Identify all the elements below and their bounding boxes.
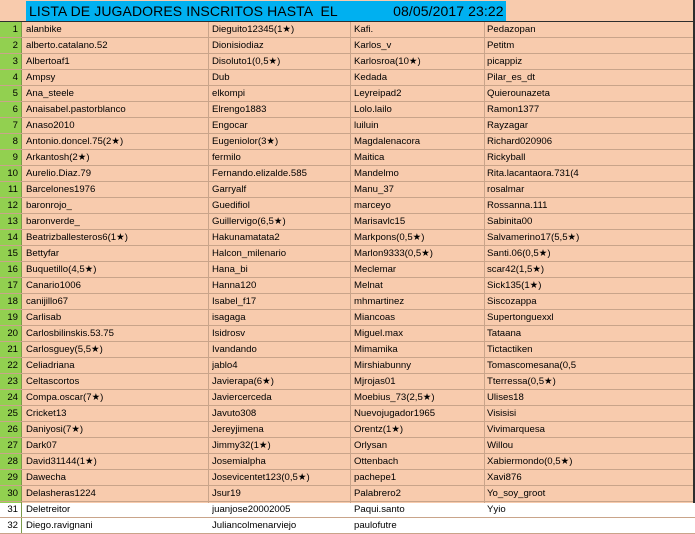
player-cell[interactable]: Karlosroa(10★) [354,56,421,67]
table-row [0,422,695,438]
player-cell[interactable]: Disoluto1(0,5★) [212,56,281,67]
player-cell[interactable]: Guillervigo(6,5★) [212,216,286,227]
row-number: 19 [0,310,22,325]
table-row [0,214,695,230]
table-row [0,134,695,150]
player-cell[interactable]: alanbike [26,24,62,35]
player-cell[interactable]: Markpons(0,5★) [354,232,425,243]
player-cell[interactable]: Miguel.max [354,328,404,339]
player-cell[interactable]: Richard020906 [487,136,553,147]
player-cell[interactable]: Celiadriana [26,360,75,371]
player-cell[interactable]: Dark07 [26,440,57,451]
row-number: 14 [0,230,22,245]
player-cell[interactable]: Anaso2010 [26,120,75,131]
player-cell[interactable]: Engocar [212,120,248,131]
player-cell[interactable]: Jimmy32(1★) [212,440,271,451]
player-cell[interactable]: Magdalenacora [354,136,421,147]
player-cell[interactable]: rosalmar [487,184,525,195]
corner-cell [0,0,22,21]
row-number: 6 [0,102,22,117]
player-cell[interactable]: Bettyfar [26,248,60,259]
player-grid [0,22,695,534]
row-number: 23 [0,374,22,389]
table-row [0,502,695,518]
player-cell[interactable]: Orentz(1★) [354,424,404,435]
player-cell[interactable]: Xavi876 [487,472,522,483]
player-cell[interactable]: scar42(1,5★) [487,264,545,275]
player-cell[interactable]: Mjrojas01 [354,376,396,387]
player-cell[interactable]: juanjose20002005 [212,504,291,515]
player-cell[interactable]: Daniyosi(7★) [26,424,84,435]
player-cell[interactable]: Leyreipad2 [354,88,402,99]
player-cell[interactable]: alberto.catalano.52 [26,40,108,51]
row-number: 30 [0,486,22,501]
table-row [0,518,695,534]
table-row [0,374,695,390]
row-number: 26 [0,422,22,437]
player-cell[interactable]: Palabrero2 [354,488,401,499]
player-cell[interactable]: Ottenbach [354,456,399,467]
table-row [0,278,695,294]
player-cell[interactable]: Meclemar [354,264,397,275]
row-number: 5 [0,86,22,101]
player-cell[interactable]: Deletreitor [26,504,71,515]
player-cell[interactable]: Carlisab [26,312,62,323]
player-cell[interactable]: isagaga [212,312,246,323]
player-cell[interactable]: Manu_37 [354,184,395,195]
player-cell[interactable]: Javuto308 [212,408,257,419]
player-cell[interactable]: Dawecha [26,472,66,483]
table-row [0,294,695,310]
player-cell[interactable]: Karlos_v [354,40,392,51]
player-cell[interactable]: Beatrizballesteros6(1★) [26,232,128,243]
player-cell[interactable]: Tomascomesana(0,5 [487,360,577,371]
player-cell[interactable]: Isabel_f17 [212,296,257,307]
row-number: 7 [0,118,22,133]
table-row [0,86,695,102]
table-row [0,150,695,166]
player-cell[interactable]: Xabiermondo(0,5★) [487,456,573,467]
player-cell[interactable]: Pilar_es_dt [487,72,535,83]
row-number: 28 [0,454,22,469]
player-cell[interactable]: canijillo67 [26,296,69,307]
row-number: 16 [0,262,22,277]
player-cell[interactable]: Ramon1377 [487,104,540,115]
player-cell[interactable]: jablo4 [212,360,238,371]
row-number: 17 [0,278,22,293]
player-cell[interactable]: Tictactiken [487,344,533,355]
player-cell[interactable]: Fernando.elizalde.585 [212,168,307,179]
player-cell[interactable]: Visisisi [487,408,517,419]
player-cell[interactable]: Buquetillo(4,5★) [26,264,97,275]
row-number: 22 [0,358,22,373]
player-cell[interactable]: Sick135(1★) [487,280,542,291]
player-cell[interactable]: Barcelones1976 [26,184,96,195]
player-cell[interactable]: Siscozappa [487,296,537,307]
row-number: 31 [0,502,22,517]
table-row [0,54,695,70]
player-cell[interactable]: Antonio.doncel.75(2★) [26,136,124,147]
player-cell[interactable]: Kedada [354,72,388,83]
player-cell[interactable]: Mirshiabunny [354,360,412,371]
player-cell[interactable]: Sabinita00 [487,216,533,227]
player-cell[interactable]: Carlosguey(5,5★) [26,344,103,355]
row-number: 32 [0,518,22,533]
player-cell[interactable]: Dub [212,72,230,83]
player-cell[interactable]: Orlysan [354,440,388,451]
player-cell[interactable]: Juliancolmenarviejo [212,520,297,531]
table-row [0,470,695,486]
player-cell[interactable]: elkompi [212,88,246,99]
player-cell[interactable]: Elrengo1883 [212,104,267,115]
player-cell[interactable]: Anaisabel.pastorblanco [26,104,126,115]
table-row [0,358,695,374]
table-row [0,390,695,406]
player-cell[interactable]: Josemialpha [212,456,266,467]
table-row [0,486,695,502]
row-number: 12 [0,198,22,213]
player-cell[interactable]: Guedifiol [212,200,250,211]
player-cell[interactable]: Rossanna.111 [487,200,548,211]
player-cell[interactable]: Melnat [354,280,383,291]
player-cell[interactable]: luiluin [354,120,379,131]
table-row [0,326,695,342]
player-cell[interactable]: Willou [487,440,514,451]
table-row [0,342,695,358]
row-number: 8 [0,134,22,149]
row-number: 18 [0,294,22,309]
row-number: 15 [0,246,22,261]
player-cell[interactable]: Hanna120 [212,280,257,291]
table-row [0,70,695,86]
player-cell[interactable]: Compa.oscar(7★) [26,392,104,403]
player-cell[interactable]: baronrojo_ [26,200,72,211]
table-row [0,38,695,54]
player-cell[interactable]: Salvamerino17(5,5★) [487,232,580,243]
player-cell[interactable]: Pedazopan [487,24,536,35]
row-number: 9 [0,150,22,165]
player-cell[interactable]: Garryalf [212,184,247,195]
player-cell[interactable]: Tterressa(0,5★) [487,376,556,387]
table-row [0,230,695,246]
player-cell[interactable]: Isidrosv [212,328,246,339]
table-row [0,310,695,326]
player-cell[interactable]: Josevicentet123(0,5★) [212,472,310,483]
player-cell[interactable]: marceyo [354,200,391,211]
table-row [0,22,695,38]
player-cell[interactable]: Ampsy [26,72,56,83]
player-cell[interactable]: Marisavlc15 [354,216,406,227]
player-cell[interactable]: Hana_bi [212,264,248,275]
table-row [0,166,695,182]
player-cell[interactable]: Albertoaf1 [26,56,70,67]
player-cell[interactable]: paulofutre [354,520,397,531]
player-cell[interactable]: Kafi. [354,24,374,35]
row-number: 21 [0,342,22,357]
player-cell[interactable]: Aurelio.Diaz.79 [26,168,92,179]
player-cell[interactable]: Quierounazeta [487,88,550,99]
player-cell[interactable]: Paqui.santo [354,504,405,515]
player-cell[interactable]: Cricket13 [26,408,67,419]
table-row [0,454,695,470]
row-number: 13 [0,214,22,229]
table-row [0,118,695,134]
player-cell[interactable] [487,518,689,533]
table-row [0,198,695,214]
sheet-title-cell[interactable]: LISTA DE JUGADORES INSCRITOS HASTA EL 08/05/2017 23:22 [26,1,506,21]
row-number: 1 [0,22,22,37]
player-cell[interactable]: picappiz [487,56,523,67]
player-cell[interactable]: Eugeniolor(3★) [212,136,279,147]
player-cell[interactable]: Dionisiodiaz [212,40,264,51]
player-cell[interactable]: Marlon9333(0,5★) [354,248,433,259]
row-number: 24 [0,390,22,405]
table-row [0,246,695,262]
player-cell[interactable]: Halcon_milenario [212,248,287,259]
player-cell[interactable]: mhmartinez [354,296,405,307]
player-cell[interactable]: Arkantosh(2★) [26,152,90,163]
player-cell[interactable]: Miancoas [354,312,396,323]
player-cell[interactable]: Dieguito12345(1★) [212,24,295,35]
row-number: 27 [0,438,22,453]
table-row [0,102,695,118]
row-number: 11 [0,182,22,197]
player-cell[interactable]: David31144(1★) [26,456,97,467]
table-row [0,438,695,454]
row-number: 2 [0,38,22,53]
header-row [0,0,695,22]
player-cell[interactable]: Tataana [487,328,522,339]
player-cell[interactable]: Vivimarquesa [487,424,545,435]
player-cell[interactable]: Supertonguexxl [487,312,554,323]
player-cell[interactable]: Rayzagar [487,120,529,131]
player-cell[interactable]: Lolo.lailo [354,104,392,115]
row-number: 29 [0,470,22,485]
player-cell[interactable]: Jereyjimena [212,424,264,435]
player-cell[interactable]: Diego.ravignani [26,520,93,531]
player-cell[interactable]: Nuevojugador1965 [354,408,436,419]
player-cell[interactable]: Canario1006 [26,280,81,291]
player-cell[interactable]: Delasheras1224 [26,488,96,499]
player-cell[interactable]: Ivandando [212,344,257,355]
player-cell[interactable]: Jsur19 [212,488,241,499]
player-cell[interactable]: fermilo [212,152,241,163]
row-number: 10 [0,166,22,181]
player-cell[interactable]: Celtascortos [26,376,80,387]
player-cell[interactable]: Yyio [487,504,506,515]
player-cell[interactable]: Rickyball [487,152,526,163]
player-cell[interactable]: Mandelmo [354,168,399,179]
player-cell[interactable]: Hakunamatata2 [212,232,280,243]
player-cell[interactable]: Ulises18 [487,392,524,403]
player-cell[interactable]: Javiercerceda [212,392,272,403]
player-cell[interactable]: Carlosbilinskis.53.75 [26,328,114,339]
table-row [0,182,695,198]
player-cell[interactable]: Mimamika [354,344,398,355]
row-number: 3 [0,54,22,69]
row-number: 20 [0,326,22,341]
player-cell[interactable]: baronverde_ [26,216,80,227]
player-cell[interactable]: Maitica [354,152,385,163]
player-cell[interactable]: Santi.06(0,5★) [487,248,551,259]
row-number: 25 [0,406,22,421]
row-number: 4 [0,70,22,85]
player-cell[interactable]: pachepe1 [354,472,397,483]
table-row [0,262,695,278]
player-cell[interactable]: Moebius_73(2,5★) [354,392,435,403]
table-row [0,406,695,422]
player-cell[interactable]: Ana_steele [26,88,75,99]
player-cell[interactable]: Petitm [487,40,515,51]
player-cell[interactable]: Rita.lacantaora.731(4 [487,168,579,179]
player-cell[interactable]: Javierapa(6★) [212,376,274,387]
player-cell[interactable]: Yo_soy_groot [487,488,546,499]
